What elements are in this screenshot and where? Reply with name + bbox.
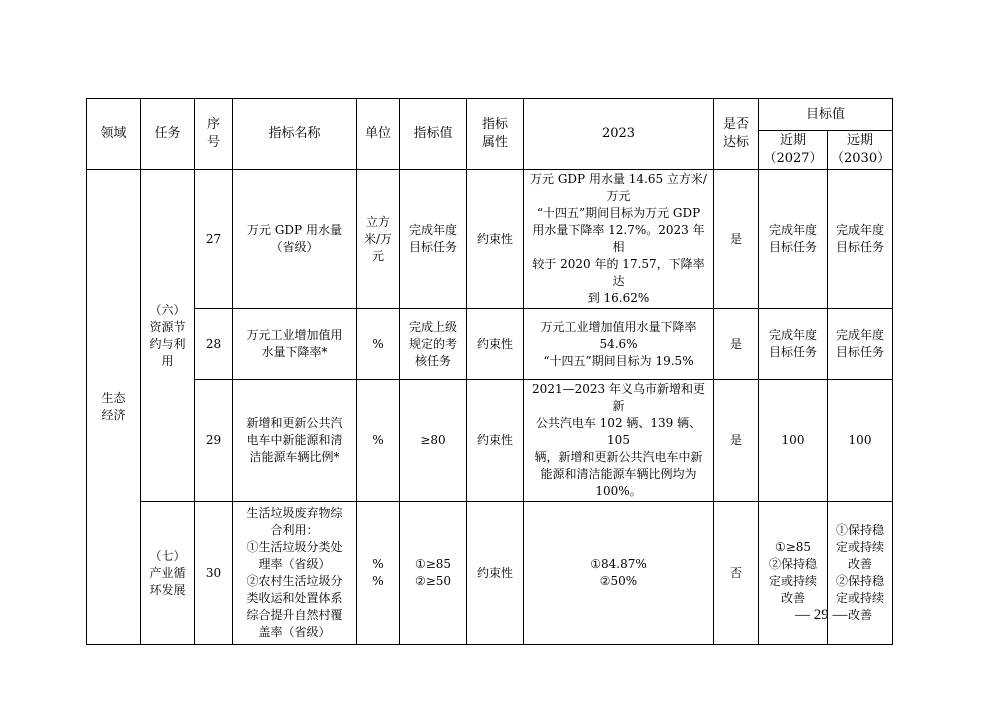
- value-cell: ①≥85 ②≥50: [400, 502, 467, 645]
- attr-cell: 约束性: [467, 309, 524, 380]
- seq-cell: 27: [195, 170, 233, 309]
- y2023-cell: 万元工业增加值用水量下降率 54.6% “十四五”期间目标为 19.5%: [524, 309, 714, 380]
- domain-cell: 生态 经济: [87, 170, 141, 645]
- attr-cell: 约束性: [467, 502, 524, 645]
- header-year: 2023: [524, 99, 714, 170]
- table-row: [87, 380, 893, 502]
- unit-cell: 立方 米/万 元: [357, 170, 400, 309]
- indicator-table: [86, 98, 893, 645]
- far-cell: 完成年度 目标任务: [828, 309, 893, 380]
- header-target: 目标值: [759, 99, 893, 131]
- seq-cell: 30: [195, 502, 233, 645]
- table-row: [87, 170, 893, 309]
- header-near: 近期 （2027）: [759, 131, 828, 170]
- far-cell: 完成年度 目标任务: [828, 170, 893, 309]
- name-cell: 万元 GDP 用水量 （省级）: [233, 170, 357, 309]
- task-cell: （七） 产业循 环发展: [141, 502, 195, 645]
- far-cell: 100: [828, 380, 893, 502]
- unit-cell: %: [357, 309, 400, 380]
- far-cell: ①保持稳 定或持续 改善 ②保持稳 定或持续 改善: [828, 502, 893, 645]
- name-cell: 万元工业增加值用 水量下降率*: [233, 309, 357, 380]
- header-seq: 序 号: [195, 99, 233, 170]
- attr-cell: 约束性: [467, 170, 524, 309]
- value-cell: 完成上级 规定的考 核任务: [400, 309, 467, 380]
- y2023-cell: ①84.87% ②50%: [524, 502, 714, 645]
- attr-cell: 约束性: [467, 380, 524, 502]
- header-far: 远期 （2030）: [828, 131, 893, 170]
- met-cell: 是: [714, 380, 759, 502]
- name-cell: 生活垃圾废弃物综 合利用： ①生活垃圾分类处 理率（省级） ②农村生活垃圾分 类收运和处置体系 综合提升自然村覆 盖率（省级）: [233, 502, 357, 645]
- near-cell: 完成年度 目标任务: [759, 170, 828, 309]
- header-task: 任务: [141, 99, 195, 170]
- met-cell: 是: [714, 170, 759, 309]
- header-attr: 指标 属性: [467, 99, 524, 170]
- unit-cell: % %: [357, 502, 400, 645]
- seq-cell: 28: [195, 309, 233, 380]
- met-cell: 是: [714, 309, 759, 380]
- header-unit: 单位: [357, 99, 400, 170]
- header-met: 是否 达标: [714, 99, 759, 170]
- near-cell: 100: [759, 380, 828, 502]
- y2023-cell: 万元 GDP 用水量 14.65 立方米/ 万元 “十四五”期间目标为万元 GDP 用水量下降率 12.7%。2023 年相 较于 2020 年的 17.57，下降率达 到 16.62%: [524, 170, 714, 309]
- header-row-1: [87, 99, 893, 131]
- name-cell: 新增和更新公共汽 电车中新能源和清 洁能源车辆比例*: [233, 380, 357, 502]
- near-cell: 完成年度 目标任务: [759, 309, 828, 380]
- table-row: [87, 309, 893, 380]
- unit-cell: %: [357, 380, 400, 502]
- page-number: — 29 —: [795, 607, 848, 623]
- value-cell: ≥80: [400, 380, 467, 502]
- near-cell: ①≥85 ②保持稳 定或持续 改善: [759, 502, 828, 645]
- table-row: [87, 502, 893, 645]
- met-cell: 否: [714, 502, 759, 645]
- y2023-cell: 2021—2023 年义乌市新增和更新 公共汽电车 102 辆、139 辆、105 辆，新增和更新公共汽电车中新 能源和清洁能源车辆比例均为 100%。: [524, 380, 714, 502]
- seq-cell: 29: [195, 380, 233, 502]
- header-domain: 领域: [87, 99, 141, 170]
- value-cell: 完成年度 目标任务: [400, 170, 467, 309]
- header-name: 指标名称: [233, 99, 357, 170]
- task-cell: （六） 资源节 约与利 用: [141, 170, 195, 502]
- header-value: 指标值: [400, 99, 467, 170]
